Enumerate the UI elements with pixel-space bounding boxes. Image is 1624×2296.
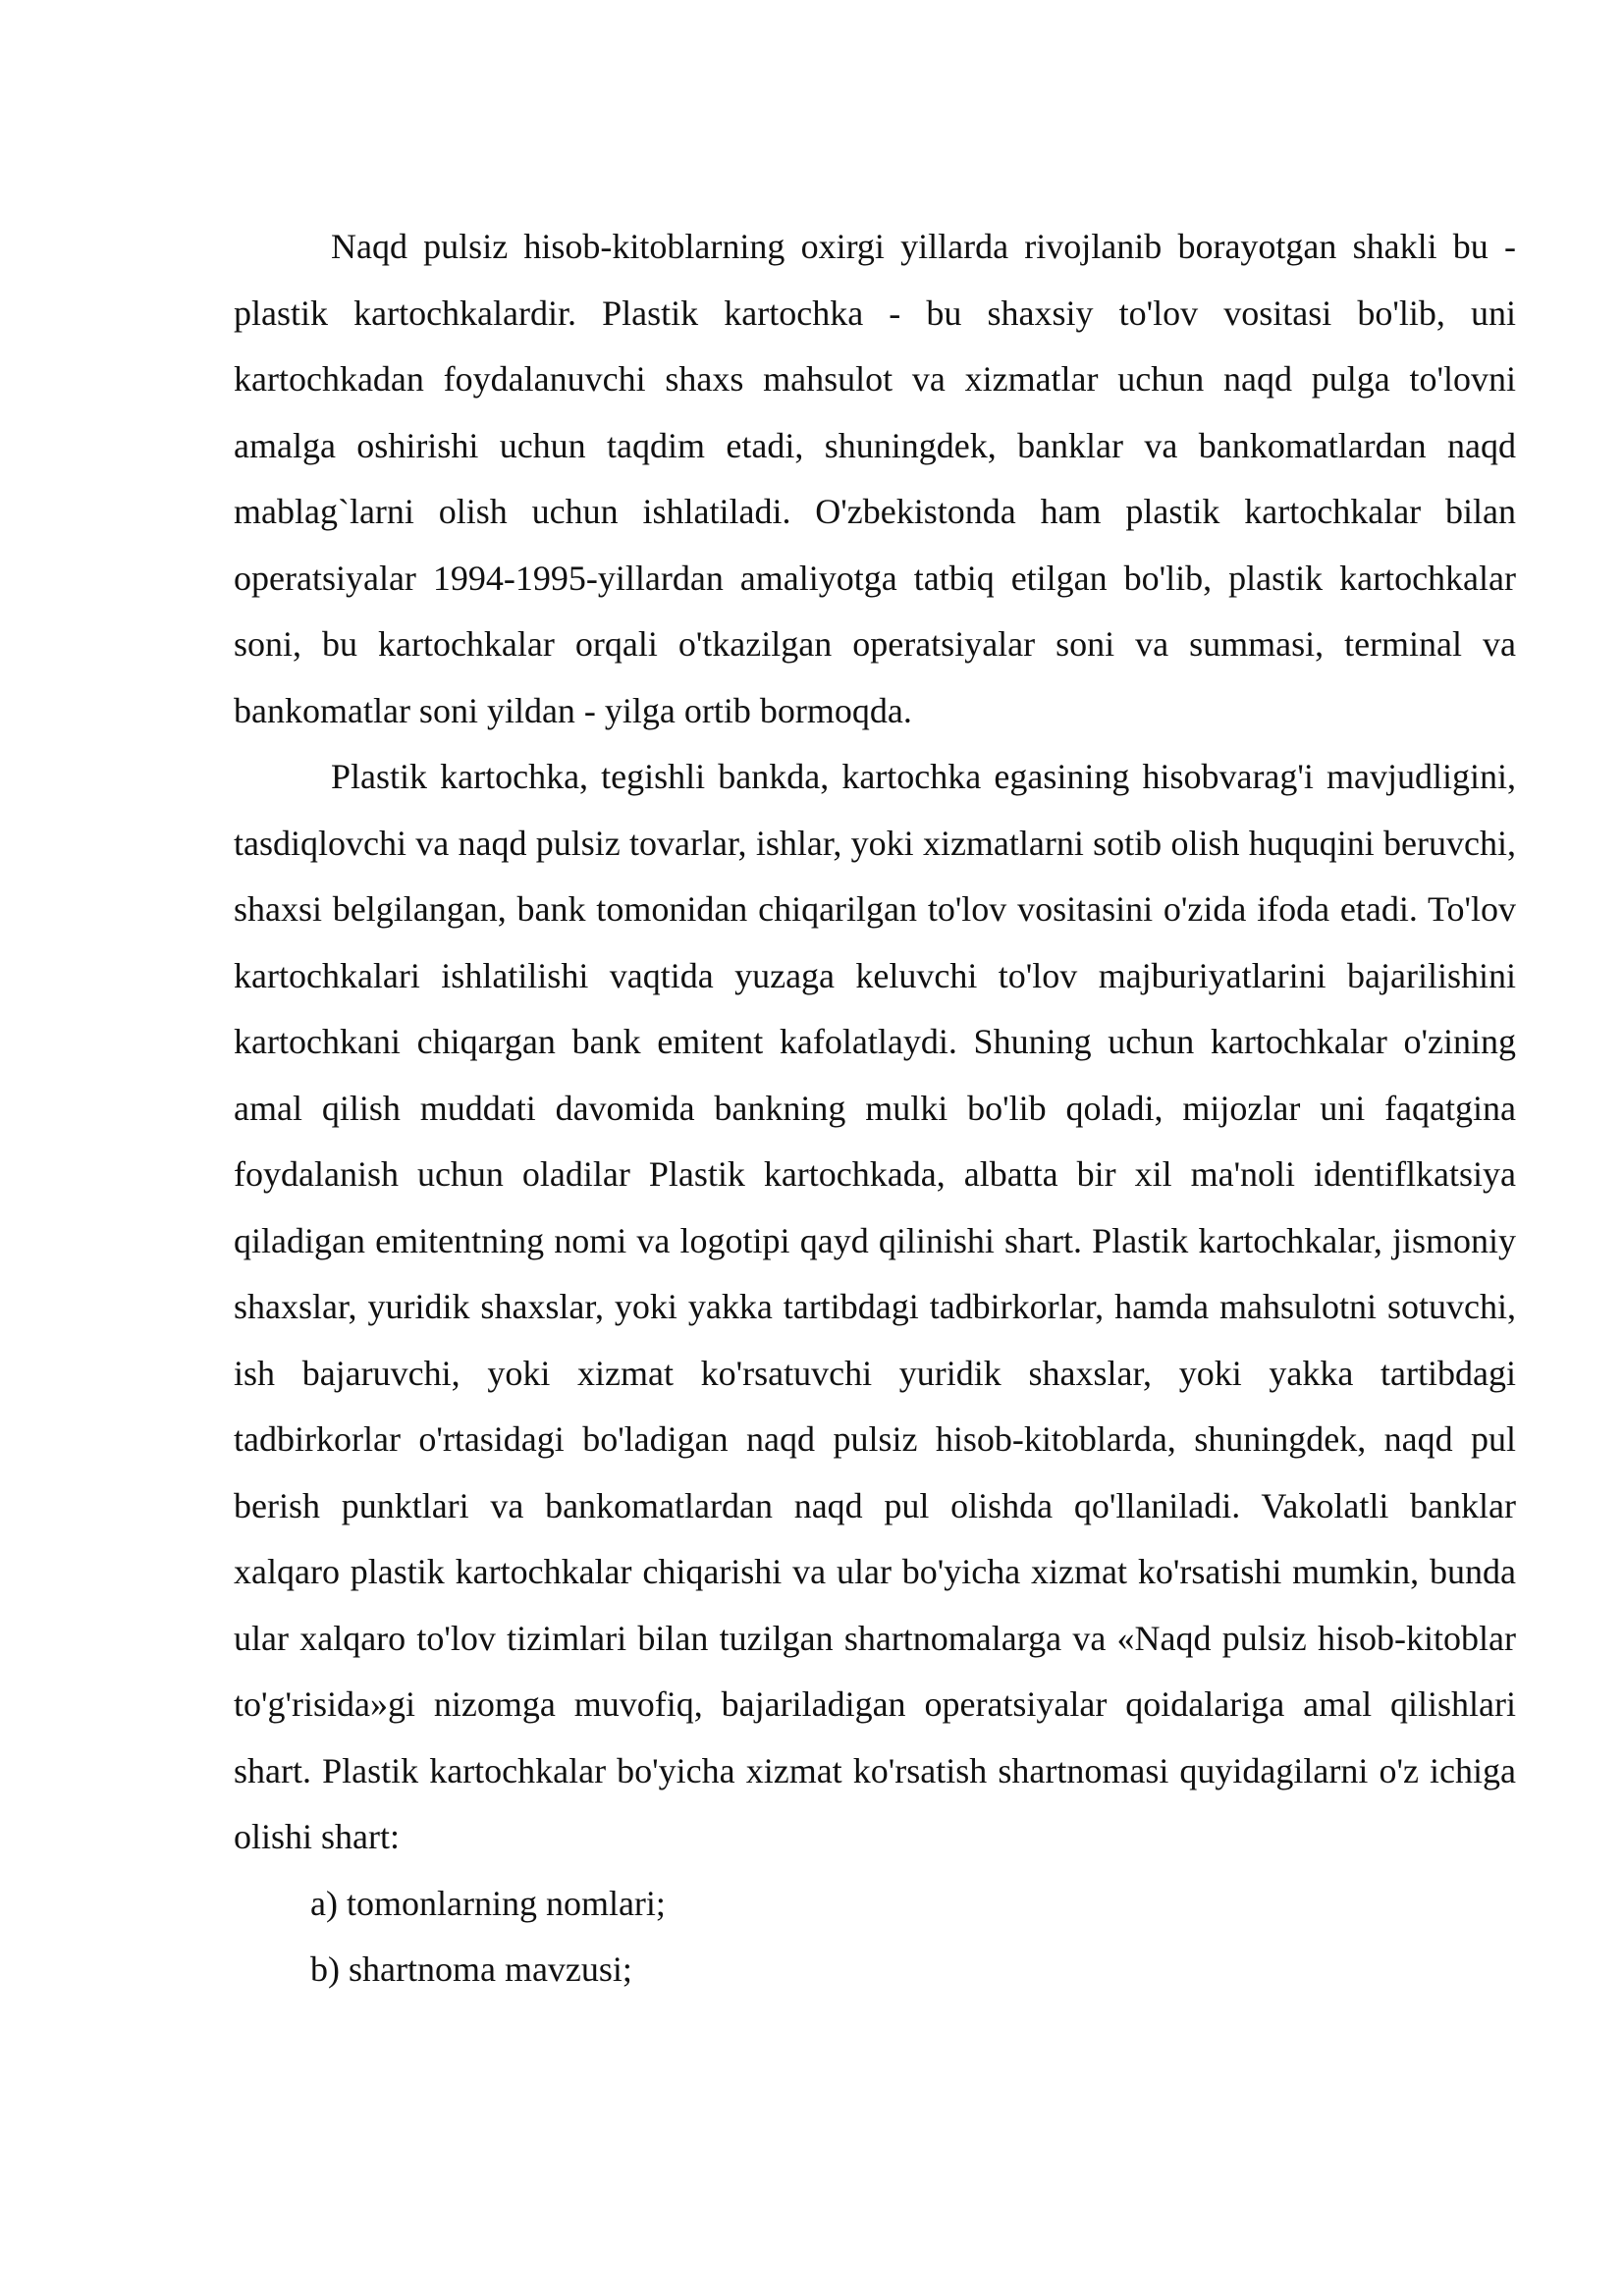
list-item-b: b) shartnoma mavzusi;: [310, 1949, 632, 1989]
document-body: [234, 214, 1516, 2003]
paragraph-plastic-card-definition: Plastik kartochka, tegishli bankda, kartochka egasining hisobvarag'i mavjudligini, tasdiqlovchi va naqd pulsiz tovarlar, ishlar, yoki xizmatlarni sotib olish huquqini beruvchi, shaxsi belgilangan, bank tomonidan chiqarilgan to'lov vositasini o'zida ifoda etadi. To'lov kartochkalari ishlatilishi vaqtida yuzaga keluvchi to'lov majburiyatlarini bajarilishini kartochkani chiqargan bank emitent kafolatlaydi. Shuning uchun kartochkalar o'zining amal qilish muddati davomida bankning mulki bo'lib qoladi, mijozlar uni faqatgina foydalanish uchun oladilar Plastik kartochkada, albatta bir xil ma'noli identiflkatsiya qiladigan emitentning nomi va logotipi qayd qilinishi shart. Plastik kartochkalar, jismoniy shaxslar, yuridik shaxslar, yoki yakka tartibdagi tadbirkorlar, hamda mahsulotni sotuvchi, ish bajaruvchi, yoki xizmat ko'rsatuvchi yuridik shaxslar, yoki yakka tartibdagi tadbirkorlar o'rtasidagi bo'ladigan naqd pulsiz hisob-kitoblarda, shuningdek, naqd pul berish punktlari va bankomatlardan naqd pul olishda qo'llaniladi. Vakolatli banklar xalqaro plastik kartochkalar chiqarishi va ular bo'yicha xizmat ko'rsatishi mumkin, bunda ular xalqaro to'lov tizimlari bilan tuzilgan shartnomalarga va «Naqd pulsiz hisob-kitoblar to'g'risida»gi nizomga muvofiq, bajariladigan operatsiyalar qoidalariga amal qilishlari shart. Plastik kartochkalar bo'yicha xizmat ko'rsatish shartnomasi quyidagilarni o'z ichiga olishi shart:: [234, 757, 1516, 1856]
list-item-a: a) tomonlarning nomlari;: [310, 1883, 666, 1923]
paragraph-plastic-cards-intro: Naqd pulsiz hisob-kitoblarning oxirgi yillarda rivojlanib borayotgan shakli bu - plastik kartochkalardir. Plastik kartochka - bu shaxsiy to'lov vositasi bo'lib, uni kartochkadan foydalanuvchi shaxs mahsulot va xizmatlar uchun naqd pulga to'lovni amalga oshirishi uchun taqdim etadi, shuningdek, banklar va bankomatlardan naqd mablag`larni olish uchun ishlatiladi. O'zbekistonda ham plastik kartochkalar bilan operatsiyalar 1994-1995-yillardan amaliyotga tatbiq etilgan bo'lib, plastik kartochkalar soni, bu kartochkalar orqali o'tkazilgan operatsiyalar soni va summasi, terminal va bankomatlar soni yildan - yilga ortib bormoqda.: [234, 227, 1516, 730]
